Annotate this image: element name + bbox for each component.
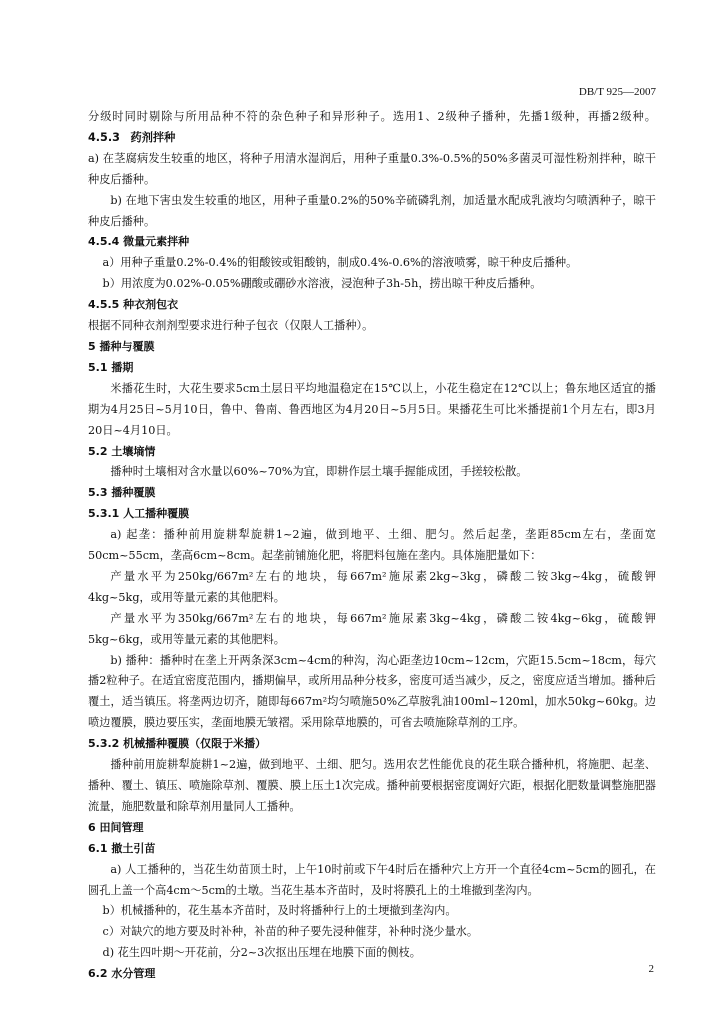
section-5-heading: 5 播种与覆膜 bbox=[88, 339, 155, 353]
paragraph-61-c: c）对缺穴的地方要及时补种，补苗的种子要先浸种催芽，补种时浇少量水。 bbox=[102, 925, 479, 939]
paragraph-531-b: b) 播种：播种时在垄上开两条深3cm~4cm的种沟，沟心距垄边10cm~12cm，穴距15.5cm~18cm，每穴播2粒种子。在适宜密度范围内，播期偏早，或所用品种分枝多，密度可适当减少，反之，密度应适当增加。播种后覆土，适当镇压。将垄两边切齐，随即每667m²均匀喷施50%乙草胺乳油100ml~120ml，加水50kg~60kg。边喷边覆膜，膜边要压实，垄面地膜无皱褶。采用除草地膜的，可省去喷施除草剂的工序。 bbox=[88, 653, 656, 730]
paragraph-454-b: b）用浓度为0.02%-0.05%硼酸或硼砂水溶液，浸泡种子3h-5h，捞出晾干种皮后播种。 bbox=[102, 277, 542, 291]
paragraph-531-a: a) 起垄：播种前用旋耕犁旋耕1~2遍，做到地平、土细、肥匀。然后起垄，垄距85cm左右，垄面宽50cm~55cm，垄高6cm~8cm。起垄前铺施化肥，将肥料包施在垄内。具体施肥量如下： bbox=[88, 528, 656, 563]
paragraph-453-b: b) 在地下害虫发生较重的地区，用种子重量0.2%的50%辛硫磷乳剂，加适量水配成乳液均匀喷洒种子，晾干种皮后播种。 bbox=[88, 193, 656, 228]
section-5-2-heading: 5.2 土壤墒情 bbox=[88, 444, 156, 458]
section-6-heading: 6 田间管理 bbox=[88, 820, 144, 834]
paragraph-454-a: a）用种子重量0.2%-0.4%的钼酸铵或钼酸钠，制成0.4%-0.6%的溶液喷雾，晾干种皮后播种。 bbox=[102, 256, 578, 270]
section-4-5-4-heading: 4.5.4 微量元素拌种 bbox=[88, 235, 190, 249]
section-5-3-2-heading: 5.3.2 机械播种覆膜（仅限于米播） bbox=[88, 737, 267, 751]
paragraph-text: 分级时同时剔除与所用品种不符的杂色种子和异形种子。选用1、2级种子播种，先播1级种，再播2级种。 bbox=[88, 110, 656, 123]
standard-number: DB/T 925—2007 bbox=[578, 86, 656, 98]
paragraph-531-fertilizer-2: 产量水平为350kg/667m²左右的地块，每667m²施尿素3kg~4kg，磷酸二铵4kg~6kg，硫酸钾5kg~6kg，或用等量元素的其他肥料。 bbox=[88, 611, 656, 646]
section-5-1-heading: 5.1 播期 bbox=[88, 360, 134, 374]
paragraph-61-d: d) 花生四叶期～开花前，分2~3次抠出压埋在地膜下面的侧枝。 bbox=[102, 946, 421, 960]
section-5-3-heading: 5.3 播种覆膜 bbox=[88, 486, 156, 500]
page-number: 2 bbox=[648, 963, 654, 975]
paragraph-532: 播种前用旋耕犁旋耕1~2遍，做到地平、土细、肥匀。选用农艺性能优良的花生联合播种机，将施肥、起垄、播种、覆土、镇压、喷施除草剂、覆膜、膜上压土1次完成。播种前要根据密度调好穴距，根据化肥数量调整施肥器流量，施肥数量和除草剂用量同人工播种。 bbox=[88, 758, 656, 813]
section-4-5-3-title: 药剂拌种 bbox=[130, 130, 176, 144]
section-5-3-1-heading: 5.3.1 人工播种覆膜 bbox=[88, 507, 190, 521]
section-4-5-5-heading: 4.5.5 种衣剂包衣 bbox=[88, 298, 179, 312]
section-4-5-3-number: 4.5.3 bbox=[88, 130, 120, 144]
section-6-2-heading: 6.2 水分管理 bbox=[88, 967, 156, 981]
paragraph-453-a: a) 在茎腐病发生较重的地区，将种子用清水湿润后，用种子重量0.3%-0.5%的50%多菌灵可湿性粉剂拌种，晾干种皮后播种。 bbox=[88, 151, 656, 186]
paragraph-61-a: a) 人工播种的，当花生幼苗顶土时，上午10时前或下午4时后在播种穴上方开一个直径4cm~5cm的圆孔，在圆孔上盖一个高4cm～5cm的土墩。当花生基本齐苗时，及时将膜孔上的土堆撤到垄沟内。 bbox=[88, 862, 656, 897]
paragraph-52: 播种时土壤相对含水量以60%~70%为宜，即耕作层土壤手握能成团，手搓较松散。 bbox=[110, 465, 528, 479]
paragraph-seed-grading bbox=[88, 107, 656, 149]
paragraph-61-b: b）机械播种的，花生基本齐苗时，及时将播种行上的土埂撤到垄沟内。 bbox=[102, 904, 457, 918]
section-6-1-heading: 6.1 撤土引苗 bbox=[88, 841, 156, 855]
paragraph-455: 根据不同种衣剂剂型要求进行种子包衣（仅限人工播种）。 bbox=[88, 319, 374, 333]
document-body bbox=[88, 107, 656, 985]
paragraph-51: 米播花生时，大花生要求5cm土层日平均地温稳定在15℃以上，小花生稳定在12℃以上；鲁东地区适宜的播期为4月25日~5月10日，鲁中、鲁南、鲁西地区为4月20日~5月5日。果播花生可比米播提前1个月左右，即3月20日~4月10日。 bbox=[88, 381, 656, 437]
paragraph-531-fertilizer-1: 产量水平为250kg/667m²左右的地块，每667m²施尿素2kg~3kg，磷酸二铵3kg~4kg，硫酸钾4kg~5kg，或用等量元素的其他肥料。 bbox=[88, 569, 656, 604]
